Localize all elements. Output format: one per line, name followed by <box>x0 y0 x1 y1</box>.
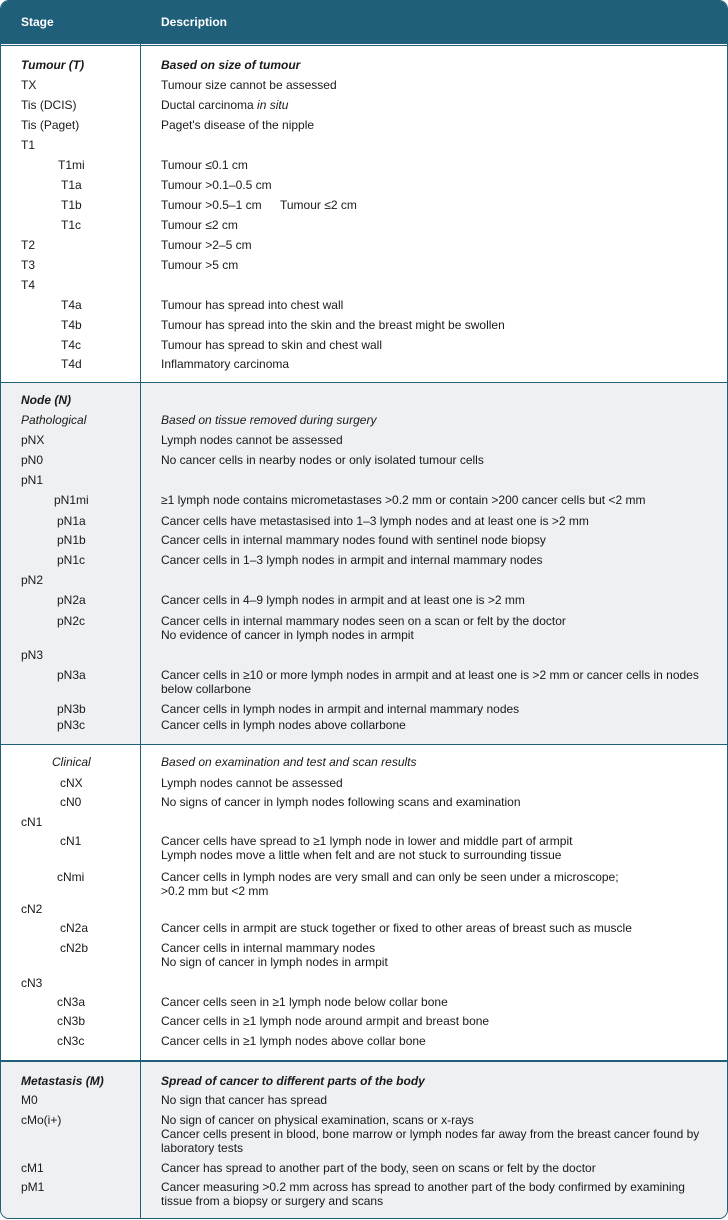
description-line: No sign of cancer on physical examination, scans or x-rays <box>161 1113 474 1127</box>
description-line: Cancer measuring >0.2 mm across has spread to another part of the body confirmed by examining <box>161 1180 685 1194</box>
description-line: Inflammatory carcinoma <box>161 357 290 371</box>
description-line: Cancer cells in 4–9 lymph nodes in armpit and at least one is >2 mm <box>161 593 525 607</box>
description-line: Cancer cells in internal mammary nodes seen on a scan or felt by the doctor <box>161 614 566 628</box>
stage-cell: Tis (DCIS) <box>21 98 77 112</box>
stage-cell: Metastasis (M) <box>21 1074 104 1088</box>
description-line: Lymph nodes move a little when felt and are not stuck to surrounding tissue <box>161 848 562 862</box>
description-line: Cancer cells in lymph nodes are very small and can only be seen under a microscope; <box>161 870 619 884</box>
description-cell <box>161 718 716 732</box>
stage-cell: cM1 <box>21 1161 44 1175</box>
stage-cell: pN3b <box>57 702 86 716</box>
stage-cell: cN3c <box>57 1034 85 1048</box>
description-cell <box>161 553 716 567</box>
description-cell <box>161 593 716 607</box>
description-extra: Tumour ≤2 cm <box>280 198 357 212</box>
description-line: Cancer cells in lymph nodes above collarbone <box>161 718 406 732</box>
description-cell <box>161 533 716 547</box>
stage-cell: pN2a <box>57 593 86 607</box>
description-cell <box>161 1034 716 1048</box>
stage-cell: cNmi <box>57 870 85 884</box>
description-line: Cancer cells seen in ≥1 lymph node below collar bone <box>161 995 448 1009</box>
stage-cell: T4 <box>21 278 36 292</box>
description-line: Tumour size cannot be assessed <box>161 78 337 92</box>
stage-cell: pN0 <box>21 453 44 467</box>
description-line: Cancer cells present in blood, bone marrow or lymph nodes far away from the breast cancer found by <box>161 1127 700 1141</box>
section-divider <box>1 45 727 46</box>
description-cell <box>161 514 716 528</box>
description-line: Cancer cells in internal mammary nodes <box>161 941 376 955</box>
description-line: No evidence of cancer in lymph nodes in armpit <box>161 628 414 642</box>
description-cell <box>161 1180 716 1208</box>
stage-cell: T4a <box>61 298 82 312</box>
stage-cell: Tis (Paget) <box>21 118 80 132</box>
stage-cell: Tumour (T) <box>21 58 85 72</box>
stage-cell: T1mi <box>58 158 85 172</box>
stage-cell: pN3a <box>57 668 86 682</box>
description-cell <box>161 218 716 232</box>
description-line: No sign that cancer has spread <box>161 1093 328 1107</box>
stage-cell: T1c <box>61 218 82 232</box>
description-line: Tumour ≤2 cm <box>161 218 238 232</box>
description-cell <box>161 118 716 132</box>
description-line: Paget's disease of the nipple <box>161 118 315 132</box>
description-line: Lymph nodes cannot be assessed <box>161 433 343 447</box>
description-line: Cancer cells in ≥1 lymph node around armpit and breast bone <box>161 1014 490 1028</box>
description-line: No signs of cancer in lymph nodes following scans and examination <box>161 795 521 809</box>
description-cell <box>161 921 716 935</box>
description-line: Based on examination and test and scan results <box>161 755 417 769</box>
stage-cell: T2 <box>21 238 36 252</box>
description-line: Spread of cancer to different parts of the body <box>161 1074 425 1088</box>
description-cell <box>161 1113 716 1155</box>
description-line: ≥1 lymph node contains micrometastases >0.2 mm or contain >200 cancer cells but <2 mm <box>161 493 646 507</box>
stage-cell: pN3c <box>57 718 86 732</box>
stage-cell: Clinical <box>52 755 91 769</box>
description-cell <box>161 178 716 192</box>
description-cell <box>161 298 716 312</box>
stage-cell: cN2 <box>21 902 43 916</box>
description-cell <box>161 58 716 72</box>
description-cell <box>161 1014 716 1028</box>
description-cell <box>161 98 716 112</box>
description-line: Cancer cells in ≥10 or more lymph nodes in armpit and at least one is >2 mm or cancer cells in nodes <box>161 668 699 682</box>
stage-cell: cN1 <box>60 834 82 848</box>
column-divider <box>140 1 141 1218</box>
description-cell <box>161 995 716 1009</box>
description-cell <box>161 614 716 642</box>
stage-cell: pN1c <box>57 553 86 567</box>
stage-cell: pN2c <box>57 614 86 628</box>
description-line: laboratory tests <box>161 1141 244 1155</box>
stage-cell: Pathological <box>21 413 87 427</box>
description-text-italic: in situ <box>257 98 289 112</box>
description-line: Lymph nodes cannot be assessed <box>161 776 343 790</box>
stage-cell: pN1mi <box>54 493 89 507</box>
stage-cell: Node (N) <box>21 393 71 407</box>
stage-column-header: Stage <box>21 15 54 29</box>
description-cell <box>161 198 716 212</box>
stage-cell: T3 <box>21 258 36 272</box>
description-line: No cancer cells in nearby nodes or only isolated tumour cells <box>161 453 484 467</box>
description-cell <box>161 493 716 507</box>
description-cell <box>161 158 716 172</box>
description-cell <box>161 776 716 790</box>
stage-cell: M0 <box>21 1093 38 1107</box>
description-cell <box>161 357 716 371</box>
stage-cell: TX <box>21 78 37 92</box>
table-header <box>1 1 727 44</box>
stage-cell: cNX <box>60 776 83 790</box>
description-line: No sign of cancer in lymph nodes in armpit <box>161 955 388 969</box>
stage-cell: pN1b <box>57 533 86 547</box>
description-line: Cancer cells in armpit are stuck together or fixed to other areas of breast such as muscle <box>161 921 632 935</box>
description-cell <box>161 795 716 809</box>
description-line: Cancer cells have metastasised into 1–3 lymph nodes and at least one is >2 mm <box>161 514 589 528</box>
description-cell <box>161 338 716 352</box>
stage-cell: cN3 <box>21 976 43 990</box>
description-line: Cancer cells in 1–3 lymph nodes in armpit and internal mammary nodes <box>161 553 543 567</box>
description-line: >0.2 mm but <2 mm <box>161 884 269 898</box>
stage-cell: cN3a <box>57 995 86 1009</box>
stage-cell: cN1 <box>21 815 43 829</box>
description-cell <box>161 258 716 272</box>
description-line: Cancer cells in internal mammary nodes found with sentinel node biopsy <box>161 533 546 547</box>
stage-cell: pNX <box>21 433 45 447</box>
description-cell <box>161 238 716 252</box>
description-cell <box>161 834 716 862</box>
stage-cell: T4d <box>61 357 82 371</box>
section-band-node-clinical <box>1 744 727 1060</box>
stage-cell: pN2 <box>21 573 44 587</box>
description-line: Based on tissue removed during surgery <box>161 413 377 427</box>
description-line: Tumour ≤0.1 cm <box>161 158 248 172</box>
stage-cell: cN3b <box>57 1014 86 1028</box>
description-cell <box>161 870 716 898</box>
description-cell <box>161 453 716 467</box>
section-divider <box>1 1060 727 1062</box>
description-cell <box>161 755 716 769</box>
description-line: Cancer cells in ≥1 lymph nodes above collar bone <box>161 1034 426 1048</box>
stage-cell: cN2b <box>60 941 89 955</box>
stage-cell: T1a <box>61 178 82 192</box>
description-cell <box>161 1161 716 1175</box>
description-text: Ductal carcinoma <box>161 98 258 112</box>
stage-cell: pN1 <box>21 473 44 487</box>
description-line: tissue from a biopsy or surgery and scans <box>161 1194 384 1208</box>
description-line: Tumour >0.5–1 cm <box>161 198 262 212</box>
section-divider <box>1 382 727 383</box>
description-line: Tumour >0.1–0.5 cm <box>161 178 272 192</box>
stage-cell: T1 <box>21 138 36 152</box>
description-cell <box>161 433 716 447</box>
description-line: below collarbone <box>161 682 252 696</box>
stage-cell: T4b <box>61 318 82 332</box>
description-cell <box>161 941 716 969</box>
stage-cell: cN0 <box>60 795 82 809</box>
stage-cell: pN3 <box>21 648 44 662</box>
stage-cell: cMo(i+) <box>21 1113 62 1127</box>
description-cell <box>161 413 716 427</box>
stage-cell: T4c <box>61 338 82 352</box>
description-line: Tumour has spread into the skin and the breast might be swollen <box>161 318 505 332</box>
description-line: Cancer has spread to another part of the body, seen on scans or felt by the doctor <box>161 1161 596 1175</box>
description-cell <box>161 702 716 716</box>
description-line: Cancer cells have spread to ≥1 lymph node in lower and middle part of armpit <box>161 834 573 848</box>
description-column-header: Description <box>161 15 228 29</box>
description-line: Tumour has spread into chest wall <box>161 298 344 312</box>
description-line: Based on size of tumour <box>161 58 301 72</box>
description-line: Tumour has spread to skin and chest wall <box>161 338 382 352</box>
stage-cell: pM1 <box>21 1180 45 1194</box>
section-divider <box>1 744 727 745</box>
description-cell <box>161 318 716 332</box>
stage-cell: cN2a <box>60 921 89 935</box>
description-cell <box>161 668 716 696</box>
stage-cell: T1b <box>61 198 82 212</box>
stage-cell: pN1a <box>57 514 86 528</box>
description-cell <box>161 1074 716 1088</box>
description-cell <box>161 1093 716 1107</box>
description-line: Tumour >2–5 cm <box>161 238 252 252</box>
description-line: Tumour >5 cm <box>161 258 239 272</box>
description-line: Cancer cells in lymph nodes in armpit and internal mammary nodes <box>161 702 520 716</box>
description-cell <box>161 78 716 92</box>
